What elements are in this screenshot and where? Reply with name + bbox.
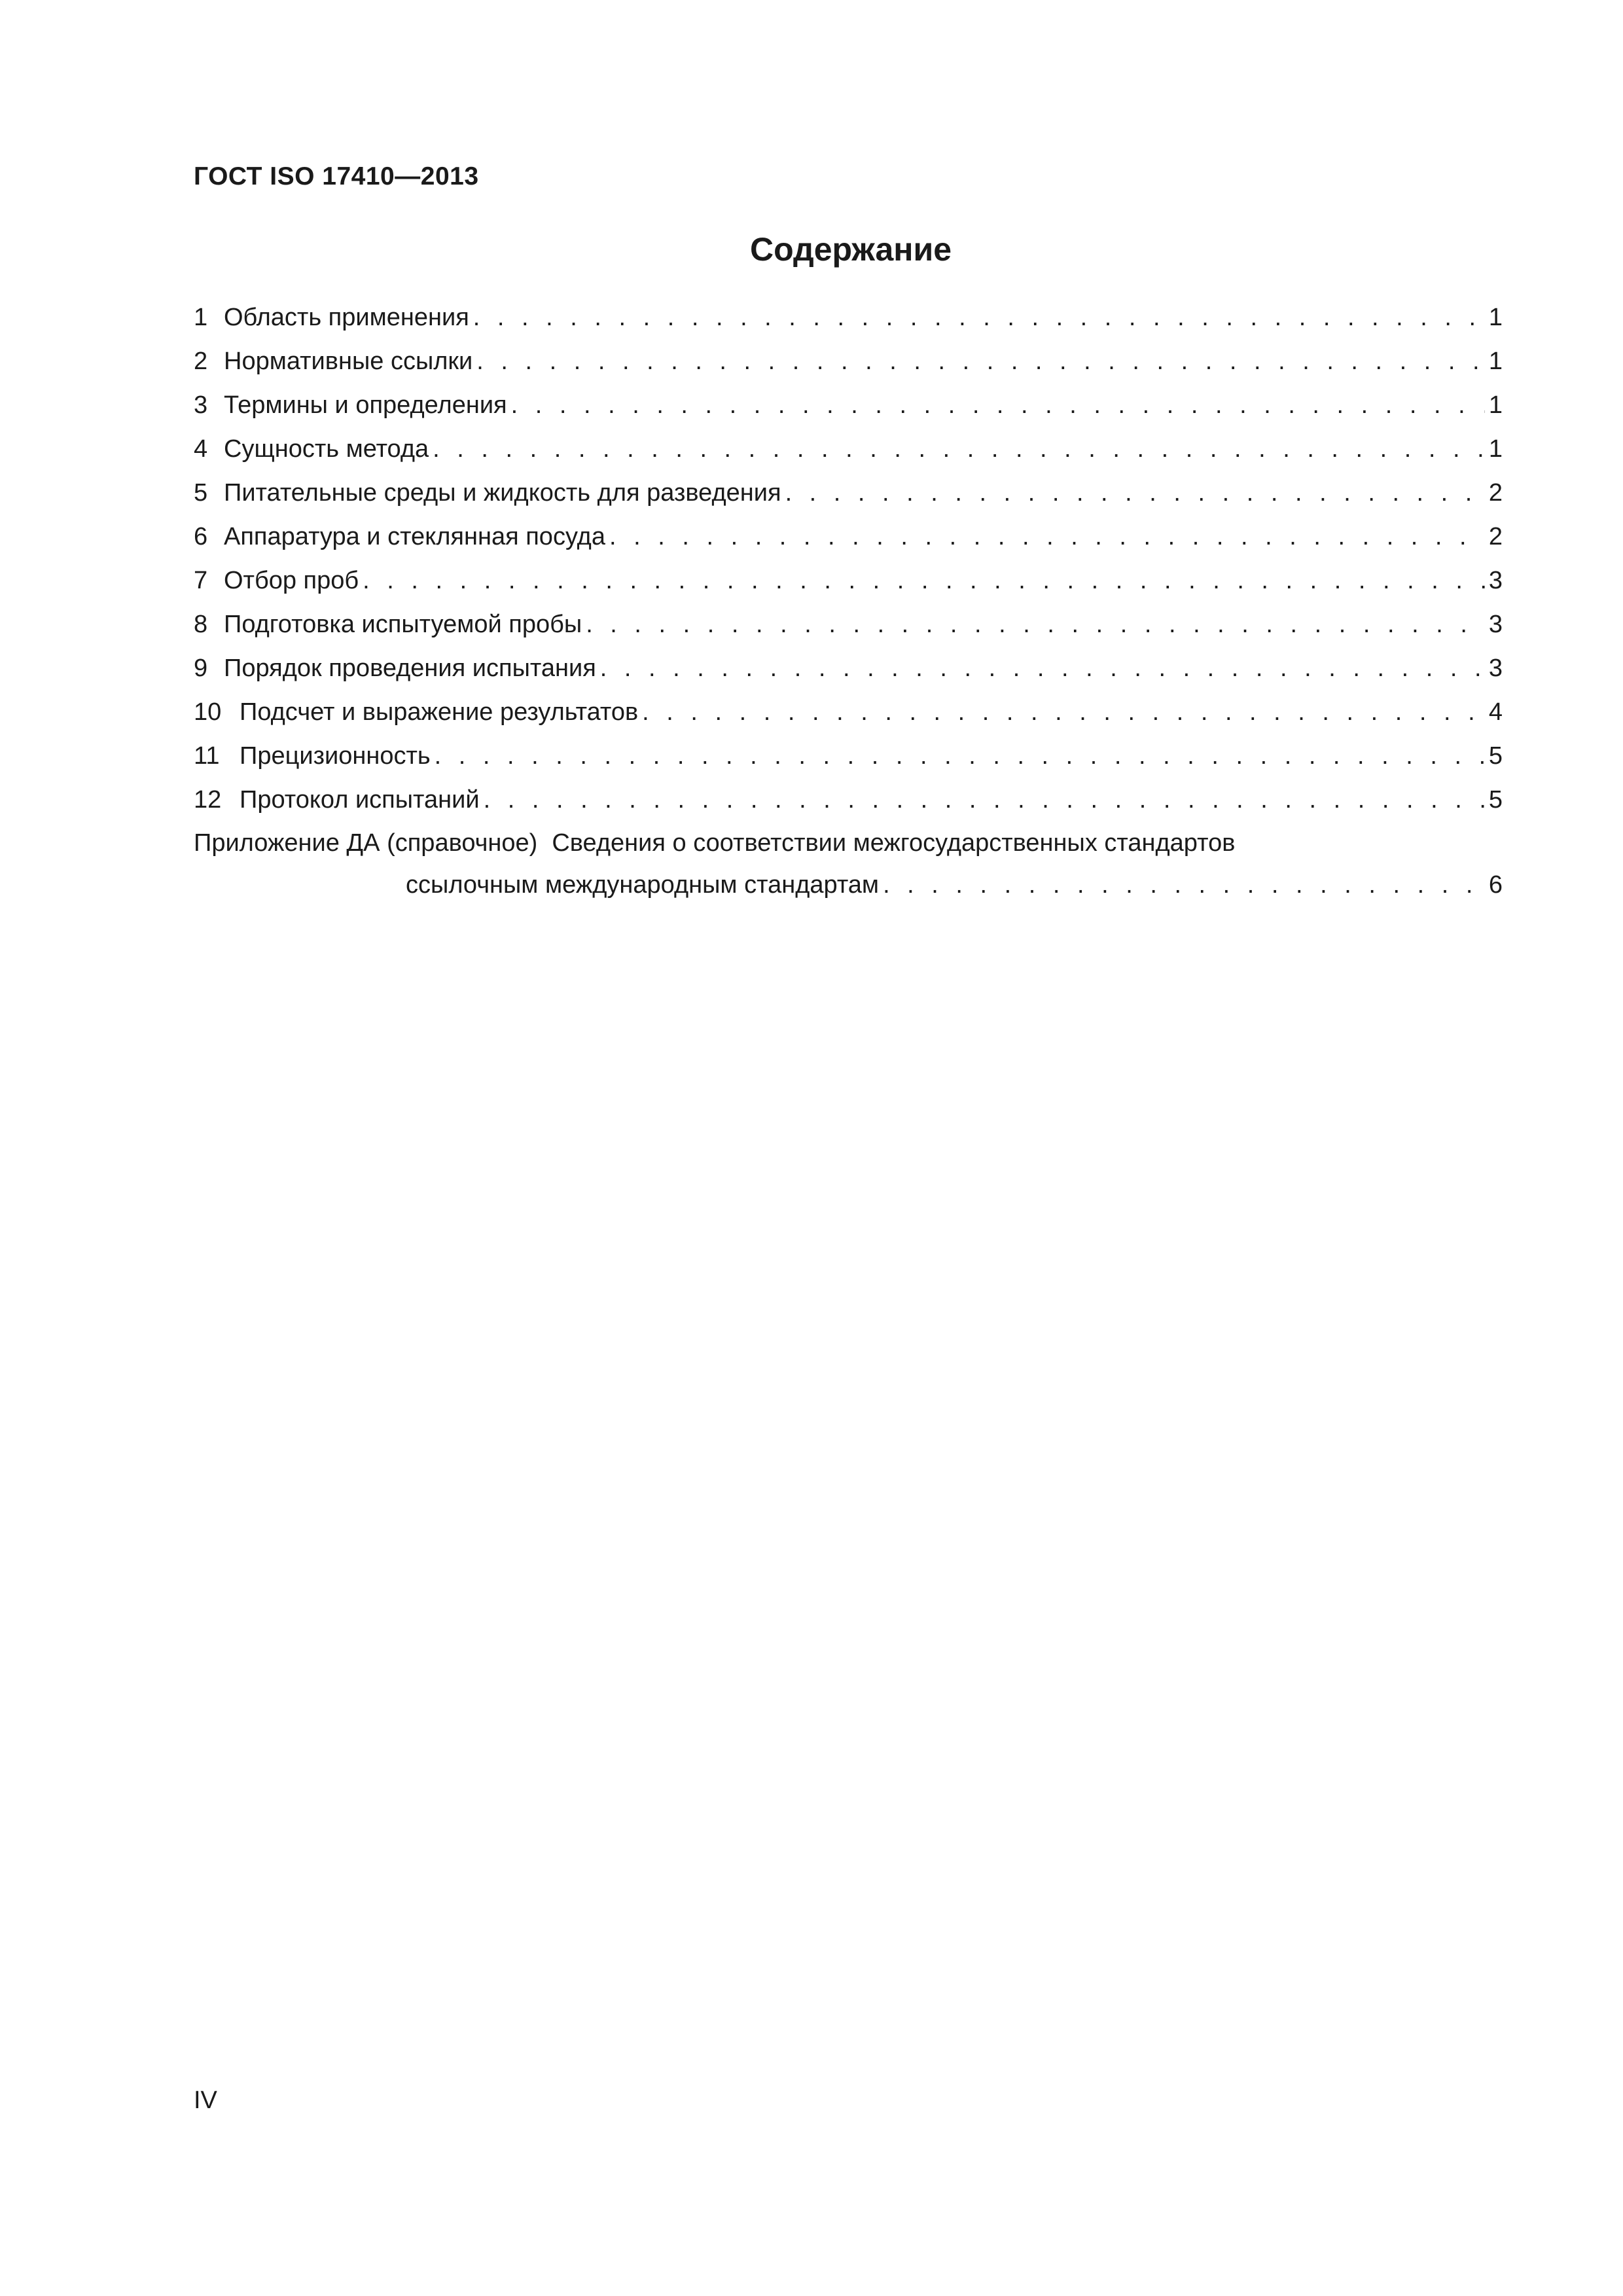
toc-entry-number: 6 (194, 523, 208, 550)
toc-entry-page: 1 (1488, 348, 1503, 375)
toc-entry-title: Отбор проб (224, 567, 359, 594)
toc-title: Содержание (749, 231, 952, 268)
toc-entry-page: 2 (1488, 479, 1503, 507)
dot-leader (883, 864, 1485, 906)
appendix-title-line2: ссылочным международным стандартам (406, 871, 880, 899)
toc-entry-title: Подготовка испытуемой пробы (224, 611, 582, 638)
toc-entry-title: Сущность метода (224, 435, 429, 463)
dot-leader (435, 734, 1485, 778)
toc-entry-page: 1 (1488, 391, 1503, 419)
toc-entry-page: 3 (1488, 611, 1503, 638)
toc-entry-number: 7 (194, 567, 208, 594)
toc-entry-number: 10 (194, 698, 222, 726)
dot-leader (511, 384, 1485, 427)
toc-entry[interactable] (194, 515, 1503, 559)
toc-entry[interactable] (194, 340, 1503, 384)
toc-entry-page: 2 (1488, 523, 1503, 550)
toc-entry-title: Подсчет и выражение результатов (240, 698, 639, 726)
toc-entry[interactable] (194, 603, 1503, 647)
toc-entry[interactable] (194, 471, 1503, 515)
appendix-title-line1: Сведения о соответствии межгосударственных стандартов (552, 829, 1236, 857)
appendix-label: Приложение ДА (справочное) (194, 829, 538, 857)
table-of-contents (194, 296, 1503, 906)
dot-leader (600, 647, 1485, 691)
appendix-page: 6 (1488, 871, 1503, 899)
toc-entry-page: 3 (1488, 655, 1503, 682)
toc-appendix-entry[interactable] (194, 822, 1503, 906)
toc-entry[interactable] (194, 559, 1503, 603)
document-code: ГОСТ ISO 17410—2013 (194, 162, 479, 190)
toc-entry[interactable] (194, 734, 1503, 778)
toc-entry-page: 4 (1488, 698, 1503, 726)
dot-leader (476, 340, 1485, 384)
toc-entry-number: 12 (194, 786, 222, 814)
toc-entry-title: Область применения (224, 304, 469, 331)
dot-leader (484, 778, 1485, 822)
toc-entry-number: 11 (194, 742, 220, 770)
toc-entry-title: Порядок проведения испытания (224, 655, 596, 682)
dot-leader (586, 603, 1485, 647)
toc-entry-title: Нормативные ссылки (224, 348, 473, 375)
toc-entry-title: Термины и определения (224, 391, 507, 419)
toc-entry[interactable] (194, 691, 1503, 734)
dot-leader (642, 691, 1485, 734)
toc-entry-page: 1 (1488, 435, 1503, 463)
toc-entry-number: 8 (194, 611, 208, 638)
dot-leader (433, 427, 1485, 471)
toc-entry[interactable] (194, 384, 1503, 427)
toc-entry[interactable] (194, 778, 1503, 822)
toc-entry-number: 4 (194, 435, 208, 463)
toc-entry-page: 1 (1488, 304, 1503, 331)
dot-leader (363, 559, 1485, 603)
toc-entry-page: 5 (1488, 742, 1503, 770)
dot-leader (473, 296, 1485, 340)
toc-entry-title: Аппаратура и стеклянная посуда (224, 523, 605, 550)
toc-entry-number: 3 (194, 391, 208, 419)
toc-entry-number: 5 (194, 479, 208, 507)
dot-leader (609, 515, 1485, 559)
toc-entry-title: Прецизионность (240, 742, 431, 770)
toc-entry-title: Питательные среды и жидкость для разведения (224, 479, 781, 507)
toc-entry-number: 9 (194, 655, 208, 682)
toc-entry-page: 3 (1488, 567, 1503, 594)
toc-entry-title: Протокол испытаний (240, 786, 480, 814)
page-number: IV (194, 2087, 217, 2114)
toc-entry-number: 2 (194, 348, 208, 375)
dot-leader (785, 471, 1485, 515)
toc-entry[interactable] (194, 296, 1503, 340)
toc-entry-number: 1 (194, 304, 208, 331)
toc-entry[interactable] (194, 647, 1503, 691)
toc-entry-page: 5 (1488, 786, 1503, 814)
toc-entry[interactable] (194, 427, 1503, 471)
